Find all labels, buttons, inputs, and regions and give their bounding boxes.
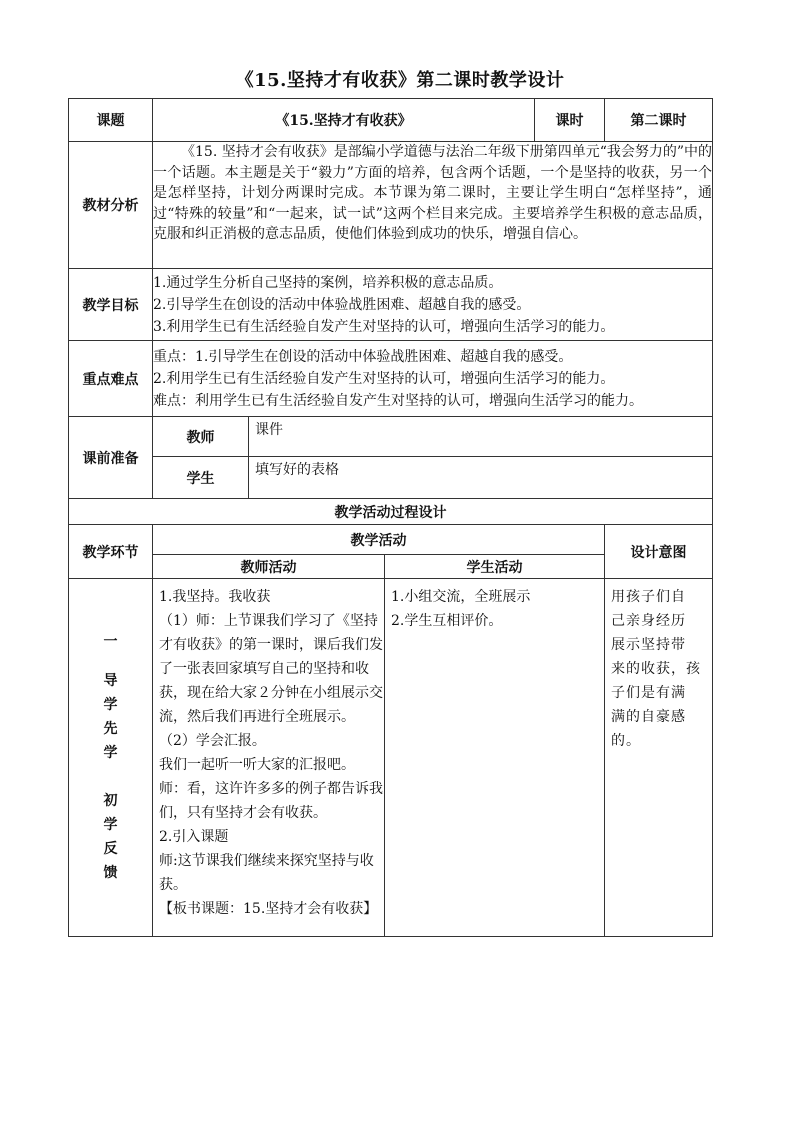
- teacher-activity-line: 【板书课题：15.坚持才会有收获】: [159, 901, 378, 917]
- teacher-activity-line: 获。: [159, 877, 187, 893]
- teacher-activity-line: （2）学会汇报。: [159, 733, 266, 749]
- header-row: [69, 99, 713, 142]
- key-points-row: [69, 341, 713, 417]
- activity-label: 教学活动: [153, 525, 605, 555]
- prep-student-label: 学生: [153, 457, 249, 499]
- analysis-text: [153, 142, 713, 269]
- lesson-plan-table: [68, 98, 713, 937]
- preparation-label: 课前准备: [69, 417, 153, 499]
- goal-line: 3.利用学生已有生活经验自发产生对坚持的认可，增强向生活学习的能力。: [153, 318, 615, 335]
- analysis-paragraph: 《15. 坚持才会有收获》是部编小学道德与法治二年级下册第四单元“我会努力的”中的一个话题。本主题是关于“毅力”方面的培养，包含两个话题，一个是坚持的收获，另一个是怎样坚持，计划分两课时完成。本节课为第二课时，主要让学生明白“怎样坚持”，通过“特殊的较量”和“一起来，试一试”这两个栏目来完成。主要培养学生积极的意志品质，克服和纠正消极的意志品质，使他们体验到成功的快乐，增强自信心。: [153, 144, 713, 242]
- goals-row: [69, 269, 713, 341]
- stage-char: 馈: [103, 865, 118, 881]
- teacher-activity-line: 师：看，这许许多多的例子都告诉我: [159, 781, 383, 797]
- student-activity-label: 学生活动: [385, 555, 605, 579]
- goal-line: 2.引导学生在创设的活动中体验战胜困难、超越自我的感受。: [153, 296, 531, 313]
- teacher-activity-line: 师:这节课我们继续来探究坚持与收: [159, 853, 374, 869]
- stage-col-label: 教学环节: [69, 525, 153, 579]
- topic-label: 课题: [69, 99, 153, 142]
- intent-line: 用孩子们自: [611, 589, 687, 605]
- intent-line: 己亲身经历: [611, 613, 687, 629]
- stage-char: 先: [103, 721, 118, 737]
- period-label: 课时: [535, 99, 605, 142]
- prep-student-value: 填写好的表格: [249, 457, 713, 499]
- teacher-activity-line: 才有收获》的第一课时，课后我们发: [159, 637, 383, 653]
- teacher-activity-label: 教师活动: [153, 555, 385, 579]
- teacher-activity-line: 2.引入课题: [159, 829, 229, 845]
- key-points-label: 重点难点: [69, 341, 153, 417]
- teacher-activity-line: 1.我坚持。我收获: [159, 589, 271, 605]
- period-value: 第二课时: [605, 99, 713, 142]
- key-point-line: 2.利用学生已有生活经验自发产生对坚持的认可，增强向生活学习的能力。: [153, 370, 615, 387]
- teacher-activity-line: 我们一起听一听大家的汇报吧。: [159, 757, 355, 773]
- document-title: 《15.坚持才有收获》第二课时教学设计: [235, 70, 565, 91]
- stage-1-teacher-activity: [153, 579, 385, 937]
- student-activity-line: 1.小组交流，全班展示: [391, 589, 531, 605]
- intent-line: 子们是有满: [611, 685, 687, 701]
- stage-1-label: [69, 579, 153, 937]
- stage-char: 初: [103, 793, 118, 809]
- stage-char: 学: [103, 745, 118, 761]
- course-name: 《15.坚持才有收获》: [153, 99, 535, 142]
- intent-line: 的。: [611, 733, 642, 749]
- student-activity-line: 2.学生互相评价。: [391, 613, 503, 629]
- stage-char: 学: [103, 697, 118, 713]
- intent-label: 设计意图: [605, 525, 713, 579]
- intent-line: 满的自豪感: [611, 709, 687, 725]
- goals-label: 教学目标: [69, 269, 153, 341]
- stage-char: 反: [103, 841, 118, 857]
- stage-1-row: [69, 579, 713, 937]
- goals-text: [153, 269, 713, 341]
- intent-line: 来的收获，孩: [611, 661, 702, 677]
- key-points-text: [153, 341, 713, 417]
- stage-number: 一: [103, 634, 118, 650]
- key-point-line: 难点：利用学生已有生活经验自发产生对坚持的认可，增强向生活学习的能力。: [153, 392, 643, 409]
- prep-teacher-value: 课件: [249, 417, 713, 457]
- key-point-line: 重点：1.引导学生在创设的活动中体验战胜困难、超越自我的感受。: [153, 348, 573, 365]
- teacher-activity-line: 了一张表回家填写自己的坚持和收: [159, 661, 369, 677]
- teacher-activity-line: 流，然后我们再进行全班展示。: [159, 709, 355, 725]
- prep-teacher-label: 教师: [153, 417, 249, 457]
- teacher-activity-line: 获，现在给大家２分钟在小组展示交: [159, 685, 383, 701]
- teacher-activity-line: 们，只有坚持才会有收获。: [159, 805, 327, 821]
- goal-line: 1.通过学生分析自己坚持的案例，培养积极的意志品质。: [153, 274, 503, 291]
- stage-1-design-intent: [605, 579, 713, 937]
- prep-student-row: [69, 457, 713, 499]
- stage-char: 导: [103, 673, 118, 689]
- process-section-row: [69, 499, 713, 525]
- stage-1-student-activity: [385, 579, 605, 937]
- process-header-row: [69, 525, 713, 555]
- stage-char: 学: [103, 817, 118, 833]
- intent-line: 展示坚持带: [611, 637, 687, 653]
- teacher-activity-line: （1）师：上节课我们学习了《坚持: [159, 613, 378, 629]
- analysis-label: 教材分析: [69, 142, 153, 269]
- process-section-title: 教学活动过程设计: [69, 499, 713, 525]
- analysis-row: [69, 142, 713, 269]
- prep-teacher-row: [69, 417, 713, 457]
